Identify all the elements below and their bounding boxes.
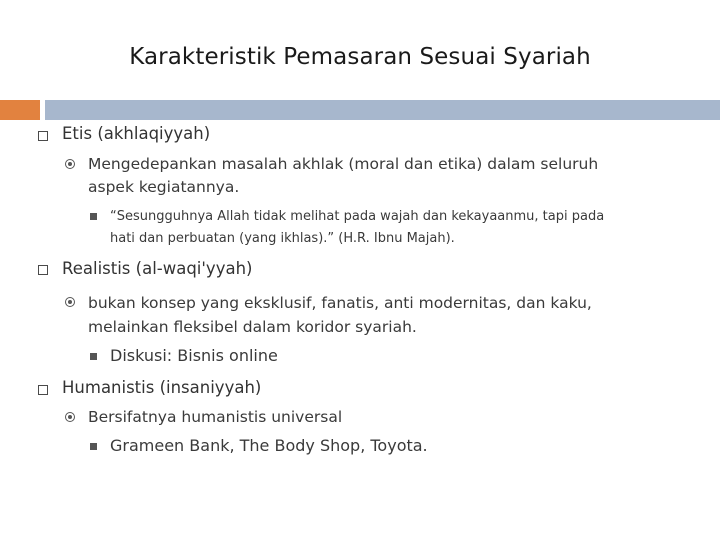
slide-title: Karakteristik Pemasaran Sesuai Syariah [129,44,591,70]
bullet-1-detail-line-2: hati dan perbuatan (yang ikhlas).” (H.R. Ibnu Majah). [110,231,455,246]
bullet-1-label: Etis (akhlaqiyyah) [62,124,211,143]
bullet-3-label: Humanistis (insaniyyah) [62,378,262,397]
accent-bar-orange [0,100,40,120]
bullet-1-detail-line-1: “Sesungguhnya Allah tidak melihat pada wajah dan kekayaanmu, tapi pada [110,209,605,224]
square-bullet-icon [38,385,48,395]
accent-bar-blue [45,100,720,120]
bullet-1-sub-line-2: aspek kegiatannya. [88,178,240,196]
circle-bullet-icon [65,159,75,169]
circle-bullet-icon [65,297,75,307]
filled-square-bullet-icon [90,213,97,220]
square-bullet-icon [38,265,48,275]
square-bullet-icon [38,131,48,141]
bullet-3-detail: Grameen Bank, The Body Shop, Toyota. [110,436,428,455]
bullet-2-sub-line-1: bukan konsep yang eksklusif, fanatis, anti modernitas, dan kaku, [88,294,592,312]
bullet-1-sub-line-1: Mengedepankan masalah akhlak (moral dan etika) dalam seluruh [88,155,599,173]
filled-square-bullet-icon [90,443,97,450]
filled-square-bullet-icon [90,353,97,360]
bullet-2-label: Realistis (al-waqi'yyah) [62,259,253,278]
bullet-2-detail: Diskusi: Bisnis online [110,346,278,365]
circle-bullet-icon [65,412,75,422]
bullet-2-sub-line-2: melainkan fleksibel dalam koridor syariah. [88,318,417,336]
bullet-3-sub-line-1: Bersifatnya humanistis universal [88,408,343,426]
